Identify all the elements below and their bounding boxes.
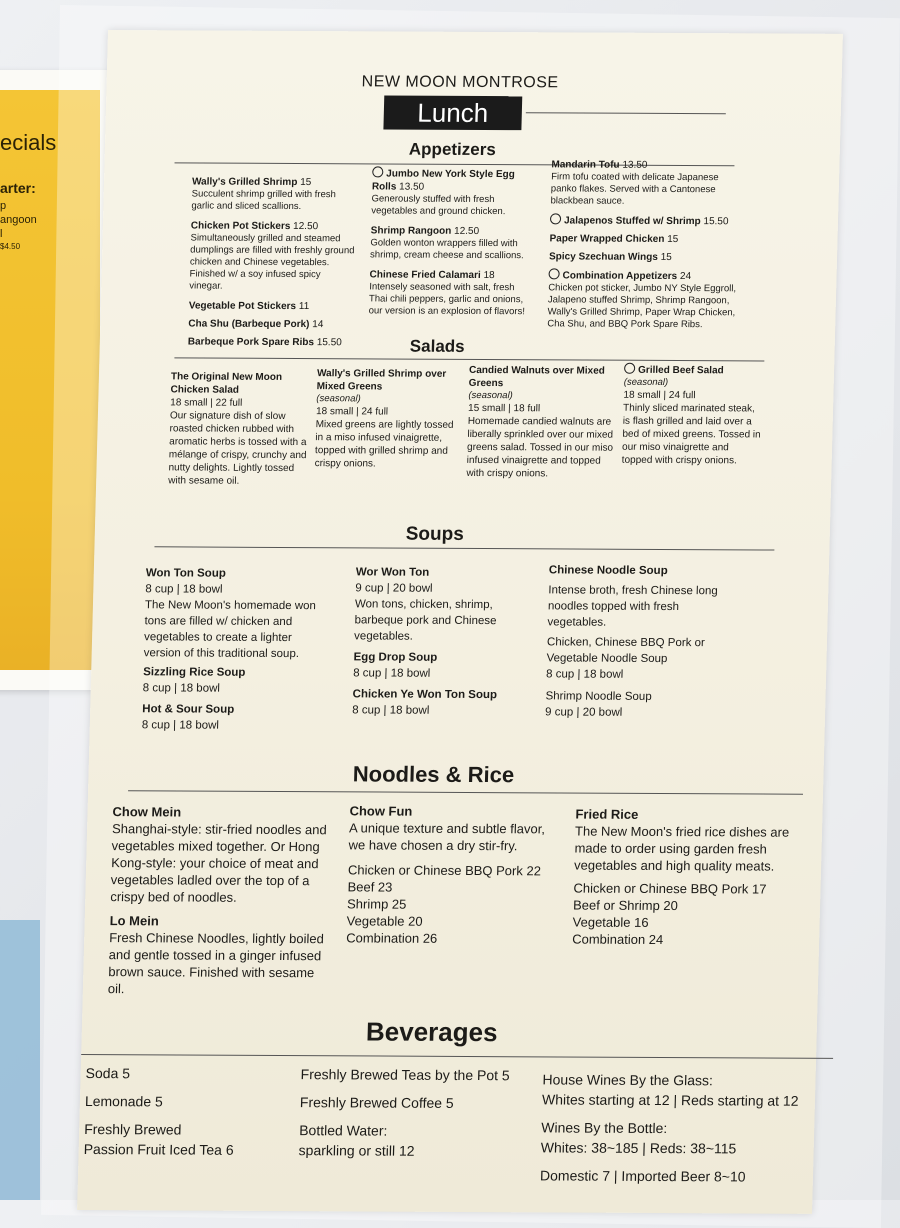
restaurant-name: NEW MOON MONTROSE [361, 73, 559, 92]
specials-line: angoon [0, 214, 37, 226]
specials-line: arter: [0, 180, 36, 196]
beverages-col-1: Soda 5 Lemonade 5 Freshly Brewed Passion Fruit Iced Tea 6 [83, 1065, 234, 1158]
item-description: Mixed greens are lightly tossed in a miso infused vinaigrette, topped with grilled shrimp and crispy onions. [314, 419, 454, 470]
menu-item: Egg Drop Soup [353, 651, 438, 664]
item-description: Simultaneously grilled and steamed dumplings are filled with freshly ground chicken and Chinese vegetables. Finished w/ a soy infused spicy vinegar. [189, 232, 355, 292]
item-description: Won tons, chicken, shrimp, barbeque pork and Chinese vegetables. [353, 598, 497, 643]
noodles-col-3: Fried Rice The New Moon's fried rice dishes are made to order using garden fresh vegetables and high quality meats. Chicken or Chinese BBQ Pork 17 Beef or Shrimp 20 Vegetable 16 Combination 24 [572, 806, 801, 949]
item-description: A unique texture and subtle flavor, we have chosen a dry stir-fry. [348, 820, 546, 854]
menu-item: Fried Rice [575, 806, 639, 822]
divider [128, 790, 803, 795]
house-special-icon [372, 166, 383, 177]
beverages-heading: Beverages [365, 1016, 498, 1048]
menu-item: Jumbo New York Style Egg Rolls 13.50 [372, 166, 533, 194]
specials-price: $4.50 [0, 242, 21, 251]
menu-item: Cha Shu (Barbeque Pork) 14 [188, 318, 324, 331]
menu-item: Chinese Noodle Soup [548, 564, 668, 577]
menu-item: Mandarin Tofu 13.50 [551, 159, 648, 171]
divider [174, 357, 764, 361]
menu-item: Vegetable Pot Stickers 11 [188, 300, 310, 313]
specials-line: l [0, 228, 3, 240]
appetizers-heading: Appetizers [408, 139, 497, 160]
specials-title: ecials [0, 130, 57, 155]
noodles-heading: Noodles & Rice [352, 761, 515, 788]
soups-col-2: Wor Won Ton 9 cup | 20 bowl Won tons, chicken, shrimp, barbeque pork and Chinese vegetables. Egg Drop Soup 8 cup | 18 bowl Chicken Ye Won Ton Soup 8 cup | 18 bowl [352, 564, 506, 719]
menu-item: Chow Mein [112, 804, 182, 820]
menu-item: Spicy Szechuan Wings 15 [548, 251, 672, 263]
item-description: Firm tofu coated with delicate Japanese panko flakes. Served with a Cantonese blackbean sauce. [550, 171, 719, 207]
item-description: Shanghai-style: stir-fried noodles and vegetables mixed together. Or Hong Kong-style: your choice of meat and vegetables ladled over the top of a crispy bed of noodles. [110, 821, 327, 905]
house-special-icon [550, 213, 561, 224]
menu-item: Chicken Pot Stickers 12.50 [190, 220, 319, 233]
soups-heading: Soups [405, 523, 465, 545]
house-special-icon [548, 268, 559, 279]
item-description: Intense broth, fresh Chinese long noodles topped with fresh vegetables. [547, 584, 718, 629]
salad-item: Grilled Beef Salad (seasonal) 18 small | 24 full Thinly sliced marinated steak, is flash grilled and laid over a bed of mixed greens. Tossed in our miso vinaigrette and topped with crispy onions. [622, 363, 765, 468]
menu-item: Shrimp Rangoon 12.50 [370, 225, 480, 237]
menu-item: Chow Fun [349, 803, 413, 819]
menu-item: Barbeque Pork Spare Ribs 15.50 [187, 336, 342, 349]
menu-item: Paper Wrapped Chicken 15 [549, 233, 679, 246]
soups-col-1: Won Ton Soup 8 cup | 18 bowl The New Moon's homemade won tons are filled w/ chicken and vegetables to create a lighter version of this traditional soup. Sizzling Rice Soup 8 cup | 18 bowl Hot & Sour Soup 8 cup | 18 bowl [142, 565, 326, 734]
menu-item: Wally's Grilled Shrimp 15 [191, 176, 312, 189]
noodles-col-1 [108, 803, 338, 998]
beverages-col-2: Freshly Brewed Teas by the Pot 5 Freshly Brewed Coffee 5 Bottled Water: sparkling or still 12 [298, 1066, 510, 1159]
specials-line: p [0, 200, 7, 212]
lunch-menu [77, 30, 843, 1214]
item-description: Our signature dish of slow roasted chicken rubbed with aromatic herbs is tossed with a mélange of crispy, crunchy and nutty delights. Lightly tossed with sesame oil. [168, 410, 307, 487]
item-description: Thinly sliced marinated steak, is flash grilled and laid over a bed of mixed greens. Tossed in our miso vinaigrette and topped with crispy onions. [621, 402, 761, 467]
appetizers-col-1 [188, 175, 358, 349]
item-description: Generously stuffed with fresh vegetables and ground chicken. [371, 193, 506, 218]
appetizers-col-2 [368, 166, 532, 318]
menu-item: Combination Appetizers 24 [548, 268, 738, 283]
item-description: Fresh Chinese Noodles, lightly boiled and gentle tossed in a ginger infused brown sauce. Finished with sesame oil. [107, 930, 325, 997]
salad-item: The Original New Moon Chicken Salad 18 small | 22 full Our signature dish of slow roasted chicken rubbed with aromatic herbs is tossed with a mélange of crispy, crunchy and nutty delights. Lightly tossed with sesame oil. [168, 370, 311, 488]
soups-col-3: Chinese Noodle Soup Intense broth, fresh Chinese long noodles topped with fresh vegetables. Chicken, Chinese BBQ Pork or Vegetable Noodle Soup 8 cup | 18 bowl Shrimp Noodle Soup 9 cup | 20 bowl [545, 562, 729, 721]
menu-item: Hot & Sour Soup [142, 703, 235, 716]
divider [526, 112, 726, 114]
noodles-col-2: Chow Fun A unique texture and subtle flavor, we have chosen a dry stir-fry. Chicken or Chinese BBQ Pork 22 Beef 23 Shrimp 25 Vegetable 20 Combination 26 [346, 802, 555, 947]
menu-item: Wor Won Ton [355, 566, 430, 579]
menu-item: Jalapenos Stuffed w/ Shrimp 15.50 [550, 213, 740, 228]
item-description: Chicken pot sticker, Jumbo NY Style Eggroll, Jalapeno stuffed Shrimp, Shrimp Rangoon, Wally's Grilled Shrimp, Paper Wrap Chicken, Cha Shu, and BBQ Pork Spare Ribs. [547, 282, 737, 331]
salad-item: Candied Walnuts over Mixed Greens (seasonal) 15 small | 18 full Homemade candied walnuts are liberally sprinkled over our mixed greens salad. Tossed in our miso infused vinaigrette and topped with crispy onions. [466, 364, 619, 481]
divider [81, 1054, 833, 1059]
item-description: The New Moon's fried rice dishes are made to order using garden fresh vegetables and high quality meats. [573, 823, 790, 874]
menu-title: Lunch [383, 95, 522, 130]
salads-heading: Salads [409, 336, 465, 356]
appetizers-col-3 [547, 158, 741, 331]
salad-item: Wally's Grilled Shrimp over Mixed Greens (seasonal) 18 small | 24 full Mixed greens are lightly tossed in a miso infused vinaigrette, topped with grilled shrimp and crispy onions. [314, 367, 457, 471]
item-description: Golden wonton wrappers filled with shrimp, cream cheese and scallions. [369, 237, 524, 262]
item-description: Intensely seasoned with salt, fresh Thai chili peppers, garlic and onions, our version is an explosion of flavors! [368, 281, 526, 318]
blue-card-edge [0, 920, 40, 1200]
beverages-col-3: House Wines By the Glass: Whites starting at 12 | Reds starting at 12 Wines By the Bottle: Whites: 38~185 | Reds: 38~115 Domestic 7 | Imported Beer 8~10 [539, 1071, 799, 1185]
menu-item: Chicken Ye Won Ton Soup [352, 688, 498, 702]
house-special-icon [624, 363, 635, 374]
item-description: Succulent shrimp grilled with fresh garlic and sliced scallions. [191, 188, 336, 213]
item-description: The New Moon's homemade won tons are filled w/ chicken and vegetables to create a lighter version of this traditional soup. [143, 599, 317, 661]
divider [154, 546, 774, 550]
menu-item: Lo Mein [109, 913, 159, 929]
menu-item: Sizzling Rice Soup [143, 666, 246, 679]
item-description: Homemade candied walnuts are liberally sprinkled over our mixed greens salad. Tossed in our miso infused vinaigrette and topped with crispy onions. [466, 415, 614, 480]
menu-item: Chinese Fried Calamari 18 [369, 269, 495, 282]
menu-item: Won Ton Soup [145, 567, 226, 580]
